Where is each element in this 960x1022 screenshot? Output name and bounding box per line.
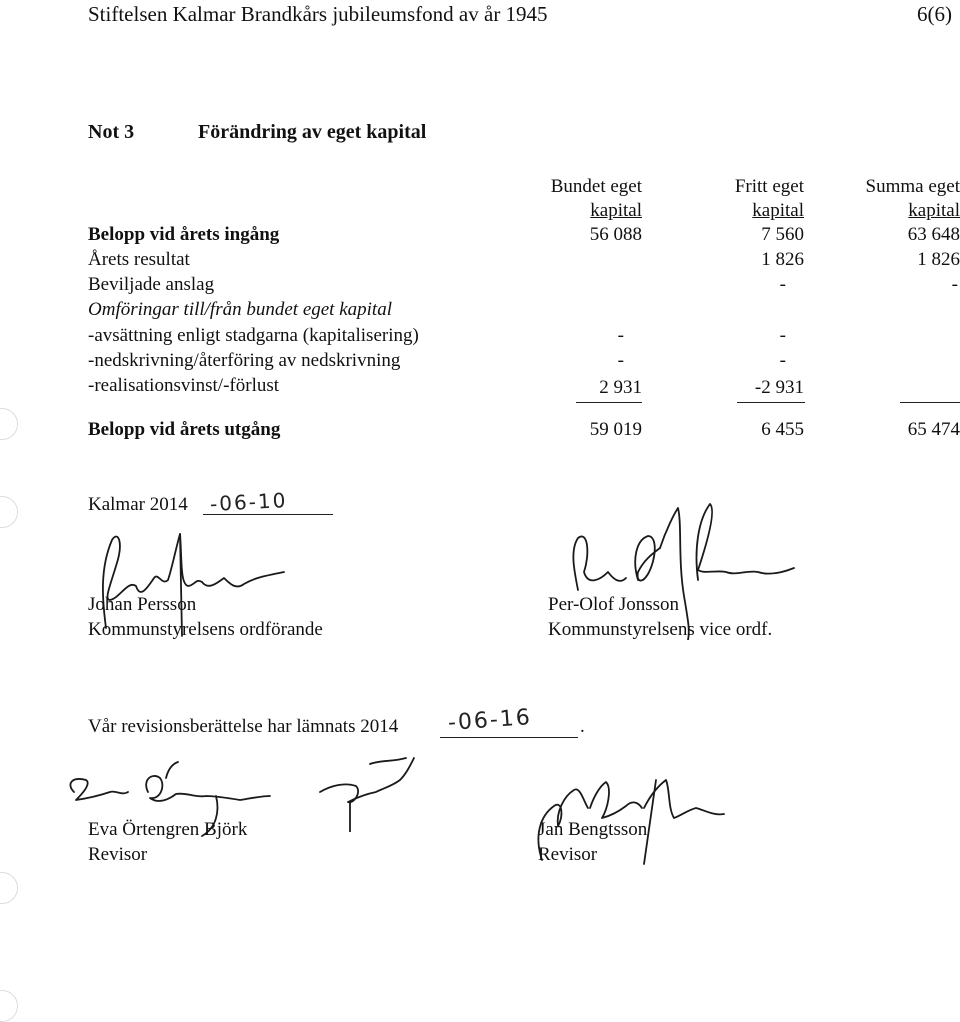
revision-date-underline: [440, 737, 578, 738]
signatory-name: Johan Persson: [88, 594, 197, 615]
col-header-summa: Summa eget: [865, 176, 960, 197]
sum-rule: [576, 402, 642, 403]
page-number: 6(6): [917, 2, 952, 26]
punch-hole: [0, 496, 18, 528]
cell-value: 59 019: [589, 419, 642, 440]
punch-hole: [0, 990, 18, 1022]
row-label-writedown: -nedskrivning/återföring av nedskrivning: [88, 350, 401, 371]
punch-hole: [0, 872, 18, 904]
place-date-label: Kalmar 2014: [88, 494, 188, 515]
auditor-role: Revisor: [538, 844, 598, 865]
sum-rule: [737, 402, 805, 403]
cell-value: 1 826: [917, 249, 960, 270]
row-label-allocation: -avsättning enligt stadgarna (kapitalisering): [88, 325, 419, 346]
col-header-fritt: Fritt eget: [734, 176, 804, 197]
punch-hole: [0, 408, 18, 440]
cell-value: -: [779, 350, 786, 371]
auditor-name: Eva Örtengren Björk: [88, 819, 248, 840]
cell-value: -: [617, 350, 624, 371]
row-label-opening: Belopp vid årets ingång: [88, 224, 280, 245]
cell-value: -2 931: [754, 377, 804, 398]
row-label-closing: Belopp vid årets utgång: [88, 419, 281, 440]
col-header-bundet: Bundet eget: [550, 176, 642, 197]
signatory-role: Kommunstyrelsens vice ordf.: [548, 619, 773, 640]
auditor-role: Revisor: [88, 844, 148, 865]
col-header-fritt-sub: kapital: [752, 200, 804, 221]
cell-value: -: [617, 325, 624, 346]
col-header-bundet-sub: kapital: [590, 200, 642, 221]
cell-value: 63 648: [907, 224, 960, 245]
revision-statement: Vår revisionsberättelse har lämnats 2014: [88, 716, 399, 737]
auditor-name: Jan Bengtsson: [538, 819, 648, 840]
revision-period: .: [580, 716, 585, 737]
row-label-transfers: Omföringar till/från bundet eget kapital: [88, 299, 392, 320]
cell-value: 56 088: [589, 224, 642, 245]
cell-value: 65 474: [907, 419, 960, 440]
cell-value: 6 455: [761, 419, 804, 440]
note-title: Förändring av eget kapital: [198, 121, 427, 143]
cell-value: -: [779, 274, 786, 295]
cell-value: 2 931: [599, 377, 642, 398]
row-label-result: Årets resultat: [88, 249, 190, 270]
cell-value: -: [951, 274, 958, 295]
signature-bjork-mark: [310, 752, 420, 832]
col-header-summa-sub: kapital: [908, 200, 960, 221]
cell-value: 1 826: [761, 249, 804, 270]
revision-handwritten-date: -06-16: [447, 705, 533, 736]
handwritten-date: -06-10: [209, 487, 288, 517]
sum-rule: [900, 402, 960, 403]
cell-value: -: [779, 325, 786, 346]
cell-value: 7 560: [761, 224, 804, 245]
row-label-realisation: -realisationsvinst/-förlust: [88, 375, 280, 396]
note-number: Not 3: [88, 121, 135, 143]
signatory-role: Kommunstyrelsens ordförande: [88, 619, 323, 640]
row-label-grants: Beviljade anslag: [88, 274, 215, 295]
signatory-name: Per-Olof Jonsson: [548, 594, 680, 615]
document-title: Stiftelsen Kalmar Brandkårs jubileumsfond av år 1945: [88, 2, 548, 26]
